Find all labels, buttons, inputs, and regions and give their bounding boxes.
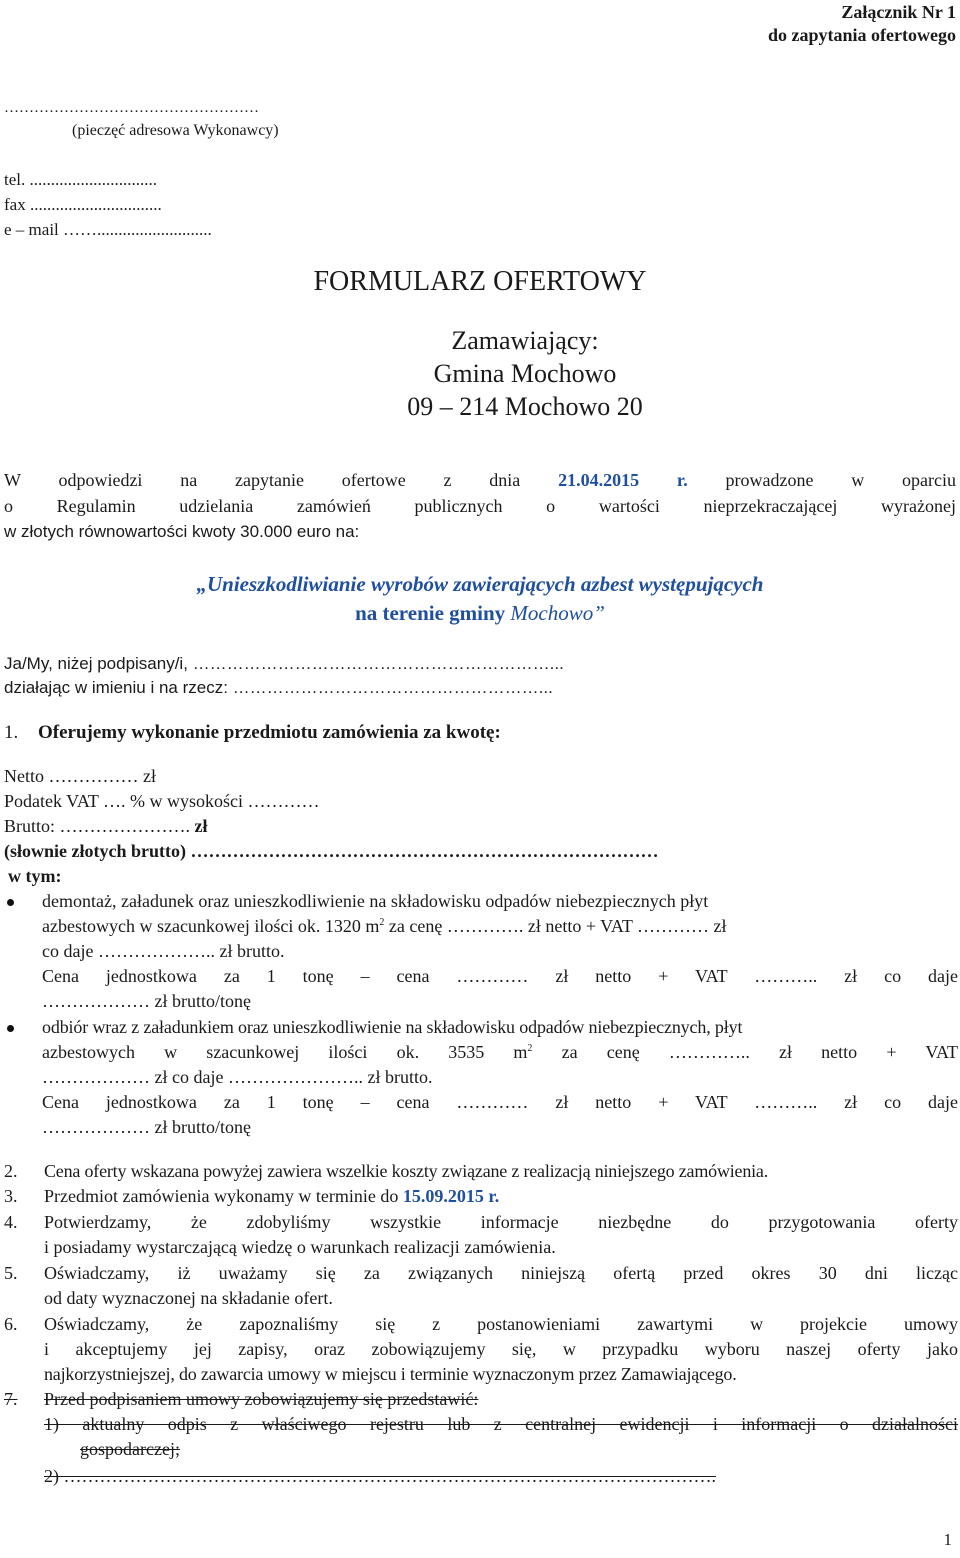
bullet1-text-a: azbestowych w szacunkowej ilości ok. 1320 m <box>42 916 380 936</box>
point-6-line-3: najkorzystniejszej, do zawarcia umowy w miejscu i terminie wyznaczonym przez Zamawiającego. <box>44 1364 737 1384</box>
acting-line: działając w imieniu i na rzecz: ………………………………………………... <box>4 678 553 697</box>
intro-text-b: prowadzone w oparciu <box>725 470 957 490</box>
bullet-icon <box>7 899 14 906</box>
bullet1-line-1: demontaż, załadunek oraz unieszkodliwienie na składowisku odpadów niebezpiecznych płyt <box>42 891 709 911</box>
bullet2-line-5: ……………… zł brutto/tonę <box>42 1117 251 1137</box>
subject-text-a: na terenie gminy <box>355 601 506 625</box>
brutto-line <box>4 816 208 837</box>
buyer-name: Gmina Mochowo <box>433 359 617 388</box>
point-7-1-line-2: gospodarczej; <box>80 1439 180 1459</box>
subject-text-b: Mochowo” <box>505 601 605 625</box>
tel-field: tel. .............................. <box>4 170 157 189</box>
offer-date: 21.04.2015 r. <box>558 470 688 490</box>
section-1-heading: Oferujemy wykonanie przedmiotu zamówienia za kwotę: <box>38 722 501 743</box>
subject-line-2 <box>0 601 960 626</box>
buyer-address: 09 – 214 Mochowo 20 <box>407 392 643 421</box>
page-title: FORMULARZ OFERTOWY <box>313 266 647 297</box>
bullet2-sup: 2 <box>527 1043 533 1054</box>
brutto-unit: zł <box>190 816 208 836</box>
bullet1-line-5: ……………… zł brutto/tonę <box>42 991 251 1011</box>
bullet1-line-2 <box>42 916 727 937</box>
section-1-number: 1. <box>4 722 19 743</box>
signatory-line: Ja/My, niżej podpisany/i, ………………………………………………………... <box>4 654 564 673</box>
point-7-2-line: 2) ………………………………………………………………………………………………. <box>44 1466 716 1486</box>
stamp-dots: …………………………………………… <box>4 100 259 116</box>
annex-sublabel: do zapytania ofertowego <box>768 25 956 45</box>
point-6-line-1: Oświadczamy, że zapoznaliśmy się z postanowieniami zawartymi w projekcie umowy <box>44 1314 958 1334</box>
point-4-line-1: Potwierdzamy, że zdobyliśmy wszystkie informacje niezbędne do przygotowania oferty <box>44 1212 958 1232</box>
buyer-label: Zamawiający: <box>451 326 599 355</box>
bullet2-line-3: ……………… zł co daje ………………….. zł brutto. <box>42 1067 433 1087</box>
brutto-label: Brutto: …………………. <box>4 816 191 836</box>
point-3-text-a: Przedmiot zamówienia wykonamy w terminie do <box>44 1186 399 1206</box>
point-7-text: Przed podpisaniem umowy zobowiązujemy się przedstawić: <box>44 1389 479 1409</box>
stamp-label: (pieczęć adresowa Wykonawcy) <box>72 122 279 139</box>
point-6-number: 6. <box>4 1314 18 1334</box>
intro-line-1 <box>4 470 956 491</box>
point-4-line-2: i posiadamy wystarczającą wiedzę o warunkach realizacji zamówienia. <box>44 1237 556 1257</box>
bullet2-line-4: Cena jednostkowa za 1 tonę – cena ………… zł netto + VAT ……….. zł co daje <box>42 1092 958 1112</box>
bullet2-text-a: azbestowych w szacunkowej ilości ok. 3535 m <box>42 1042 528 1062</box>
intro-text-a: W odpowiedzi na zapytanie ofertowe z dnia <box>4 470 521 490</box>
subject-line-1: „Unieszkodliwianie wyrobów zawierających azbest występujących <box>196 572 764 596</box>
in-which-label: w tym: <box>8 866 62 886</box>
point-4-number: 4. <box>4 1212 18 1232</box>
point-3-number: 3. <box>4 1186 18 1206</box>
bullet1-line-4: Cena jednostkowa za 1 tonę – cena ………… zł netto + VAT ……….. zł co daje <box>42 966 958 986</box>
words-line: (słownie złotych brutto) …………………………………………………………………… <box>4 841 659 861</box>
vat-line: Podatek VAT …. % w wysokości ………… <box>4 791 320 811</box>
page-number: 1 <box>943 1530 952 1549</box>
bullet2-line-2 <box>42 1042 958 1063</box>
bullet-icon <box>7 1025 14 1032</box>
point-5-number: 5. <box>4 1263 18 1283</box>
point-3-text <box>44 1186 499 1207</box>
point-2-text: Cena oferty wskazana powyżej zawiera wszelkie koszty związane z realizacją niniejszego zamówienia. <box>44 1161 769 1181</box>
email-field: e – mail ……........................... <box>4 220 212 239</box>
completion-date: 15.09.2015 r. <box>402 1186 500 1206</box>
point-5-line-1: Oświadczamy, iż uważamy się za związanych niniejszą ofertą przed okres 30 dni licząc <box>44 1263 958 1283</box>
netto-line: Netto …………… zł <box>4 766 156 786</box>
point-7-number: 7. <box>4 1389 18 1409</box>
annex-label: Załącznik Nr 1 <box>841 2 956 22</box>
bullet1-line-3: co daje ……………….. zł brutto. <box>42 941 285 961</box>
point-5-line-2: od daty wyznaczonej na składanie ofert. <box>44 1288 333 1308</box>
bullet2-text-b: za cenę ………….. zł netto + VAT <box>532 1042 959 1062</box>
fax-field: fax ............................... <box>4 195 162 214</box>
point-2-number: 2. <box>4 1161 18 1181</box>
intro-line-2: o Regulamin udzielania zamówień publicznych o wartości nieprzekraczającej wyrażonej <box>4 496 956 516</box>
point-7-1-line-1: 1) aktualny odpis z właściwego rejestru lub z centralnej ewidencji i informacji o działalności <box>44 1414 958 1434</box>
intro-line-3: w złotych równowartości kwoty 30.000 euro na: <box>4 522 360 541</box>
bullet1-sup: 2 <box>379 917 385 928</box>
point-6-line-2: i akceptujemy jej zapisy, oraz zobowiązujemy się, w przypadku wyboru naszej oferty jako <box>44 1339 958 1359</box>
bullet1-text-b: za cenę …………. zł netto + VAT ………… zł <box>384 916 727 936</box>
bullet2-line-1: odbiór wraz z załadunkiem oraz unieszkodliwienie na składowisku odpadów niebezpiecznych, płyt <box>42 1017 743 1037</box>
